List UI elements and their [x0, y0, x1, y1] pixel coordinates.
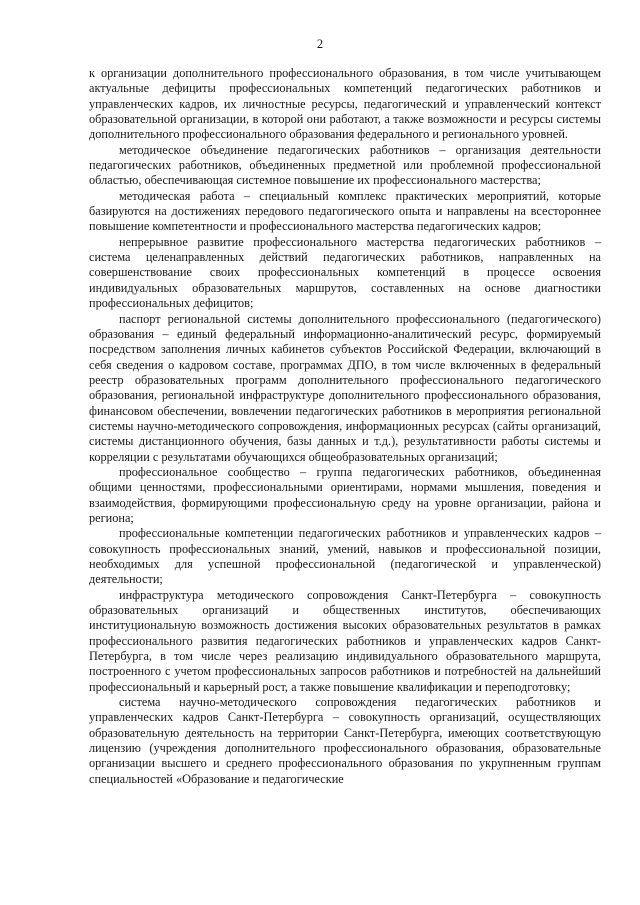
document-body — [89, 66, 601, 787]
definition-continuous-development: непрерывное развитие профессионального мастерства педагогических работников – система целенаправленных действий педагогических работников, направленных на совершенствование своих профессиональных компетенций в процессе освоения индивидуальных образовательных маршрутов, составленных на основе диагностики профессиональных дефицитов; — [89, 234, 601, 311]
definition-methodical-work: методическая работа – специальный комплекс практических мероприятий, которые базируются на достижениях передового педагогического опыта и направлены на всестороннее повышение компетентности и профессионального мастерства педагогических кадров; — [89, 188, 601, 234]
definition-professional-competencies: профессиональные компетенции педагогических работников и управленческих кадров – совокупность профессиональных знаний, умений, навыков и профессиональной позиции, необходимых для успешной профессиональной (педагогической и управленческой) деятельности; — [89, 526, 601, 587]
definition-methodical-association: методическое объединение педагогических работников – организация деятельности педагогических работников, объединенных предметной или проблемной профессиональной областью, обеспечивающая системное повышение их профессионального мастерства; — [89, 142, 601, 188]
paragraph-continuation: к организации дополнительного профессионального образования, в том числе учитывающем актуальные дефициты профессиональных компетенций педагогических работников и управленческих кадров, их личностные ресурсы, педагогический и управленческий контекст образовательной организации, в которой они работают, а также возможности и ресурсы системы дополнительного профессионального образования федерального и регионального уровней. — [89, 66, 601, 142]
definition-regional-passport: паспорт региональной системы дополнительного профессионального (педагогического) образования – единый федеральный информационно-аналитический ресурс, формируемый посредством заполнения личных кабинетов субъектов Российской Федерации, включающий в себя сведения о кадровом составе, программах ДПО, в том числе включенных в федеральный реестр образовательных программ дополнительного профессионального педагогического образования, региональной инфраструктуре дополнительного профессионального образования, финансовом обеспечении, вовлечении педагогических работников в мероприятия региональной системы научно-методического сопровождения, информационных ресурсах (сайты организаций, системы дистанционного обучения, базы данных и т.д.), результативности работы системы и корреляции с результатами обучающихся общеобразовательных организаций; — [89, 311, 601, 464]
definition-support-infrastructure: инфраструктура методического сопровождения Санкт-Петербурга – совокупность образовательных организаций и общественных институтов, обеспечивающих институциональную возможность достижения высоких образовательных результатов в рамках профессионального развития педагогических работников и управленческих кадров Санкт-Петербурга, в том числе через реализацию индивидуального образовательного маршрута, построенного с учетом профессиональных запросов работников и потребностей на дальнейший профессиональный и карьерный рост, а также повышение квалификации и переподготовку; — [89, 587, 601, 694]
definition-support-system: система научно-методического сопровождения педагогических работников и управленческих кадров Санкт-Петербурга – совокупность организаций, осуществляющих образовательную деятельность на территории Санкт-Петербурга, имеющих соответствующую лицензию (учреждения дополнительного профессионального образования, образовательные организации высшего и среднего профессионального образования по укрупненным группам специальностей «Образование и педагогические — [89, 695, 601, 786]
page-number: 2 — [316, 37, 324, 51]
definition-professional-community: профессиональное сообщество – группа педагогических работников, объединенная общими ценностями, профессиональными ориентирами, нормами мышления, поведения и взаимодействия, формирующими профессиональную среду на уровне организации, района и региона; — [89, 464, 601, 525]
